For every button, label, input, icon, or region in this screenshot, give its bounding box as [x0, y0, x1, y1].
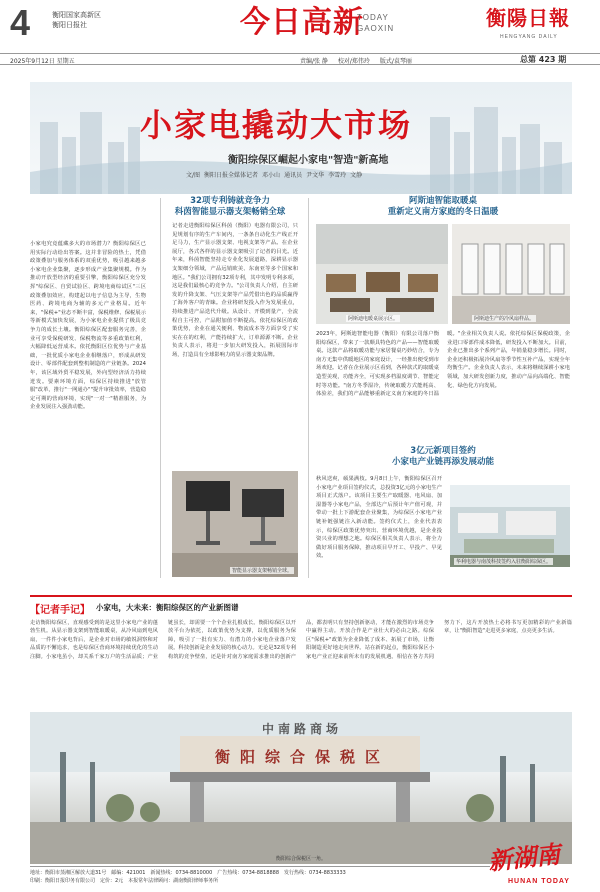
hunan-today-watermark: 新湖南 [486, 839, 562, 876]
section-title: 今日高新 [240, 5, 364, 40]
commentary-label: 【记者手记】 [30, 605, 90, 616]
intro-text: 小家电究竟蕴藏多大的市场潜力？衡阳综保区已用实际行动给出答案。这并非冒险的热土，凭借政策叠加与服务体系的双重优势，吸引越来越多小家电企业集聚，逐步形成产业集聚规模。作为推动开放型经济的重要引擎，衡阳综保区充分发挥"综保区、自贸试验区、跨境电商综试区"三区政策叠加效应，构建起以电子信息为主导，生物医药、跨境电商为辅的多元产业格局。近年来，"保税+"业态不断丰富，保税维修、保税展示等新模式加快发展，为小家电企业提供了极具竞争力的成长土壤。衡阳综保区配套服务完善，企业可享受保税研发、保税物流等多重政策红利，大幅降低运营成本。依托衡阳区位优势与产业基础，一批优质小家电企业相继落户，形成从研发设计、零部件配套到整机制造的产业链条。2024年，该区域外贸平稳发展，外向型经济活力持续迸发。要素环境方面，综保区持续推进"放管服"改革，推行"一网通办""提升审批效率，营造稳定可期的营商环境，实现"一对一"精准服务，为企业发展注入强劲动能。 [30, 241, 146, 411]
issuer-block [52, 10, 101, 30]
showroom-image [316, 224, 448, 324]
page-subheadline: 衡阳综保区崛起小家电"智造"新高地 [228, 155, 389, 166]
monitor-stand-image [172, 471, 298, 577]
hunan-today-watermark-en: HUNAN TODAY [508, 878, 570, 885]
article1-photo [172, 471, 298, 577]
commentary-section [30, 595, 572, 711]
issuer-line: 衡阳日报社 [52, 21, 87, 29]
page-footer: 地址：衡阳市蒸湘区解放大道31号 邮编：421001 新闻热线：0734-8810000 广告热线：0734-8818888 发行热线：0734-8833333 印刷：衡阳日报印务有限公司 定价：2元 本报常年法律顾问：湖南衡阳律师事务所 [30, 866, 490, 885]
article3-title: 3亿元新项目签约 小家电产业链再添发展动能 [391, 446, 494, 467]
info-bar [0, 53, 600, 65]
photo-caption: 智能显示器支架畅销全球。 [231, 568, 292, 574]
factory-aerial-image [450, 485, 570, 567]
issue-date: 2025年9月12日 星期五 [10, 58, 75, 65]
editors [300, 56, 420, 65]
issuer-line: 衡阳国家高新区 [52, 11, 101, 19]
byline: 文/图 衡阳日报全媒体记者 邓小山 通讯员 尹文华 李雪玲 文静 [186, 172, 363, 179]
article1-title: 32项专利铸就竞争力 科茵智能显示器支架畅销全球 [174, 196, 286, 217]
commentary-title: 小家电，大未来：衡阳综保区的产业新图谱 [96, 603, 239, 612]
page-number: 4 [10, 2, 31, 43]
editor-credit: 校对/郑伟玲 [337, 58, 370, 65]
newspaper-logo-en: HENGYANG DAILY [500, 34, 558, 40]
fans-image [452, 224, 570, 324]
newspaper-logo: 衡陽日報 [486, 6, 570, 30]
section-title-en: TODAY GAOXIN [357, 13, 395, 33]
gate-top-sign: 中南路商场 [262, 722, 343, 736]
masthead [0, 0, 600, 52]
article1-body: 记者走进衡阳综保区科茵（衡阳）电器有限公司，只见规划有序的生产车间内，一条条自动化生产线正开足马力，生产显示器支架、电视支架等产品。在企业展厅，各式各样的显示器支架吸引了记者的目光。近年来，科茵智能坚持走专业化发展道路，深耕显示器支架细分领域，产品远销欧美、东南亚等多个国家和地区。"我们公司拥有32项专利，其中发明专利多项，这是我们最核心的竞争力。"公司负责人介绍，自主研发的升降支架、气压支架等产品凭借出色的品质赢得了海外客户的青睐。企业将研发投入作为发展重点，持续推进产品迭代升级。从设计、开模到量产，全流程自主可控，产品附加值不断提高。依托综保区的政策优势，企业在通关便利、物流成本等方面享受了实实在在的红利，产能持续扩大，订单源源不断。企业负责人表示，将进一步加大研发投入，拓展国际市场，打造具有全球影响力的显示器支架品牌。 [172, 223, 298, 358]
photo-caption: 阿斯迪电暖桌展示区。 [348, 316, 399, 322]
issue-number: 总第 423 期 [520, 55, 567, 64]
article3-photo [450, 485, 570, 567]
article2-body: 2023年，阿斯迪智能电器（衡阳）有限公司落户衡阳综保区，带来了一款颇具特色的产品——智能取暖桌。这款产品将取暖功能与家居餐桌巧妙结合，专为南方无集中供暖地区的家庭设计，一经推出便受到市场欢迎。记者在企业展示区看到，各种款式的取暖桌造型美观，功能齐全，可实现多档温度调节、智能定时等功能。"南方冬季湿冷，传统取暖方式能耗高、体验差，我们的产品能够重新定义南方家庭的冬日温暖。"企业相关负责人说。依托综保区保税政策，企业进口零部件成本降低，研发投入不断加大。目前，企业已推出多个系列产品，年销量稳步增长。同时，企业还积极拓展冷风扇等季节性互补产品，实现全年均衡生产。企业负责人表示，未来将继续深耕小家电领域，加大研发创新力度，推动产品向高端化、智能化、绿色化方向发展。 [316, 331, 570, 398]
article2-title: 阿斯迪智能取暖桌 重新定义南方家庭的冬日温暖 [387, 196, 499, 217]
photo-caption: 阿斯迪生产的冷风扇样品。 [474, 316, 535, 322]
page-headline: 小家电撬动大市场 [140, 106, 413, 144]
article2-photo-fans [452, 224, 570, 324]
column-divider [308, 198, 309, 578]
commentary-body: 走访衡阳综保区，直观感受到的是这里小家电产业的蓬勃生机。从显示器支架到智能取暖桌，从冷风扇到电风扇，一件件小家电背后，是企业对市场的敏锐洞察和对品质的不懈追求，也是综保区营商环境持续优化的生动注脚。小家电虽小，却关系千家万户的生活品质；产业链虽长，却需要一个个企业扎根成长。衡阳综保区以开放平台为依托，以政策优势为支撑，以优质服务为保障，吸引了一批有实力、有潜力的小家电企业落户发展。科技创新是企业发展的核心动力。无论是32项专利构筑的竞争壁垒，还是针对南方家庭需求推出的创新产品，都表明只有坚持创新驱动，才能在激烈的市场竞争中赢得主动。开放合作是产业壮大的必由之路。综保区"保税+"政策为企业降低了成本、拓展了市场，让衡阳制造更好地走向世界。站在新的起点，衡阳综保区小家电产业正迎来前所未有的发展机遇。相信在各方共同努力下，这片开放热土必将书写更加精彩的产业新篇章，让"衡阳智造"走进更多家庭，点亮更多生活。 [30, 620, 572, 660]
editor-credit: 责编/张 静 [300, 58, 328, 65]
column-divider [160, 198, 161, 578]
article3-body: 秋风送爽，硕果满枝。9月8日上午，衡阳综保区召开小家电产业项目签约仪式，总投资3亿元的小家电生产项目正式落户。该项目主要生产取暖器、电风扇、加湿器等小家电产品，全部达产后预计年产值可观，并带动一批上下游配套企业聚集，为综保区小家电产业链补链强链注入新动能。签约仪式上，企业代表表示，综保区政策优势突出、营商环境优越，是企业投资兴业的理想之地。综保区相关负责人表示，将全力做好项目服务保障，推动项目早开工、早投产、早见效。 [316, 476, 442, 560]
editor-credit: 版式/袁琴丽 [379, 58, 412, 65]
photo-caption: 华利电器与南茂科技签约入驻衡阳综保区。 [456, 559, 552, 565]
article2-photo-showroom [316, 224, 448, 324]
photo-caption: 衡阳综合保税区一角。 [275, 856, 326, 862]
gate-sign: 衡阳综合保税区 [215, 748, 391, 766]
